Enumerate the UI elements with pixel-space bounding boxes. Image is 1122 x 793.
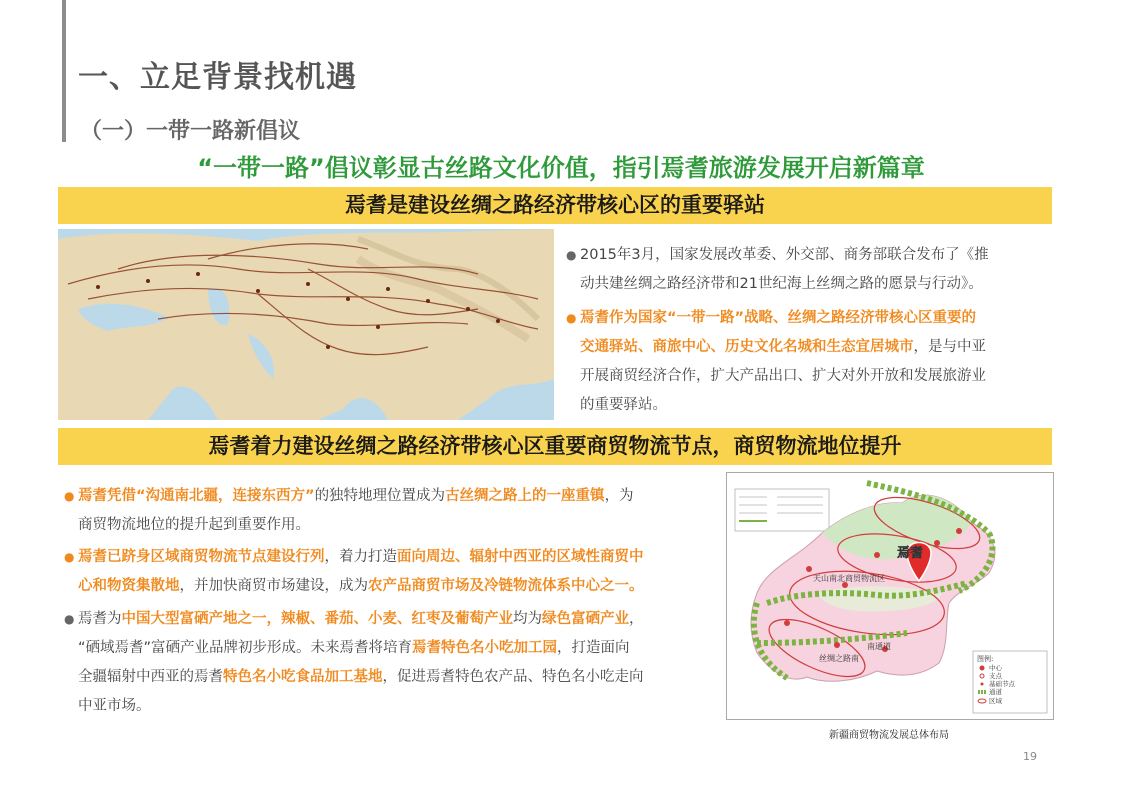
paragraph-text: “硒域焉耆”富硒产业品牌初步形成。未来焉耆将培育 (78, 640, 413, 656)
paragraph-text: 2015年3月，国家发展改革委、外交部、商务部联合发布了《推 (580, 247, 989, 263)
legend-item: 中心 (989, 664, 1002, 672)
xinjiang-logistics-map (726, 472, 1054, 720)
highlight-text: 焉耆特色名小吃加工园 (412, 640, 558, 656)
paragraph-text: 中亚市场。 (78, 698, 151, 714)
title-accent-bar (62, 0, 66, 142)
paragraph-text: ，促进焉耆特色农产品、特色名小吃走向 (382, 669, 644, 685)
paragraph-text: 焉耆为 (78, 611, 122, 627)
paragraph-text: 全疆辐射中西亚的焉耆 (78, 669, 223, 685)
highlight-text: 农产品商贸市场及冷链物流体系中心之一。 (368, 578, 644, 594)
section1-banner: 焉耆是建设丝绸之路经济带核心区的重要驿站 (58, 187, 1052, 224)
legend-item: 通道 (989, 688, 1002, 696)
paragraph-text: 商贸物流地位的提升起到重要作用。 (78, 517, 310, 533)
silk-road-map (58, 229, 554, 420)
map-region-label: 丝绸之路南 (819, 654, 859, 663)
section1-bullet-1 (566, 241, 1054, 299)
page-subtitle: （一）一带一路新倡议 (80, 119, 301, 144)
page-number: 19 (1023, 750, 1037, 763)
paragraph-text: 均为 (513, 611, 542, 627)
paragraph-text: ，为 (604, 488, 634, 504)
highlight-text: 面向周边、辐射中西亚的区域性商贸中 (397, 549, 644, 565)
map-caption: 新疆商贸物流发展总体布局 (829, 730, 949, 741)
paragraph-text: ，着力打造 (324, 549, 397, 565)
highlight-text: 心和物资集散地 (78, 578, 180, 594)
section1-bullet-2 (566, 304, 1054, 420)
paragraph-text: 动共建丝绸之路经济带和21世纪海上丝绸之路的愿景与行动》。 (580, 276, 983, 292)
highlight-text: 绿色富硒产业 (542, 611, 629, 627)
map-marker-label: 焉耆 (897, 546, 924, 561)
section2-bullet-1 (64, 482, 714, 540)
legend-item: 基础节点 (989, 680, 1015, 688)
paragraph-text: 的独特地理位置成为 (314, 488, 446, 504)
paragraph-text: 开展商贸经济合作，扩大产品出口、扩大对外开放和发展旅游业 (580, 368, 986, 384)
highlight-text: 焉耆已跻身区域商贸物流节点建设行列 (78, 549, 325, 565)
map-region-label: 天山南北商贸物流区 (813, 574, 885, 583)
legend-item: 区域 (989, 697, 1002, 705)
highlight-text: 中国大型富硒产地之一，辣椒、番茄、小麦、红枣及葡萄产业 (121, 611, 513, 627)
highlight-text: 古丝绸之路上的一座重镇 (445, 488, 605, 504)
bullet-dot: ● (64, 612, 75, 626)
bullet-dot: ● (64, 550, 75, 564)
highlight-text: 焉耆作为国家“一带一路”战略、丝绸之路经济带核心区重要的 (580, 310, 977, 326)
paragraph-text: ， (629, 611, 644, 627)
legend-title: 图例: (977, 655, 994, 663)
page-title: 一、立足背景找机遇 (78, 60, 357, 95)
section2-banner: 焉耆着力建设丝绸之路经济带核心区重要商贸物流节点，商贸物流地位提升 (58, 428, 1052, 465)
section2-bullet-3 (64, 605, 714, 721)
highlight-text: 特色名小吃食品加工基地 (223, 669, 383, 685)
highlight-text: 交通驿站、商旅中心、历史文化名城和生态宜居城市 (580, 339, 914, 355)
map-region-label: 南通道 (867, 642, 891, 651)
paragraph-text: ，并加快商贸市场建设，成为 (179, 578, 368, 594)
paragraph-text: ，打造面向 (557, 640, 630, 656)
section2-bullet-2 (64, 543, 714, 601)
bullet-dot: ● (566, 311, 577, 325)
headline: “一带一路”倡议彰显古丝路文化价值，指引焉耆旅游发展开启新篇章 (197, 154, 925, 182)
legend-item: 支点 (989, 672, 1002, 680)
paragraph-text: 的重要驿站。 (580, 397, 667, 413)
highlight-text: 焉耆凭借“沟通南北疆，连接东西方” (78, 488, 315, 504)
bullet-dot: ● (64, 489, 75, 503)
paragraph-text: ，是与中亚 (913, 339, 986, 355)
bullet-dot: ● (566, 248, 577, 262)
